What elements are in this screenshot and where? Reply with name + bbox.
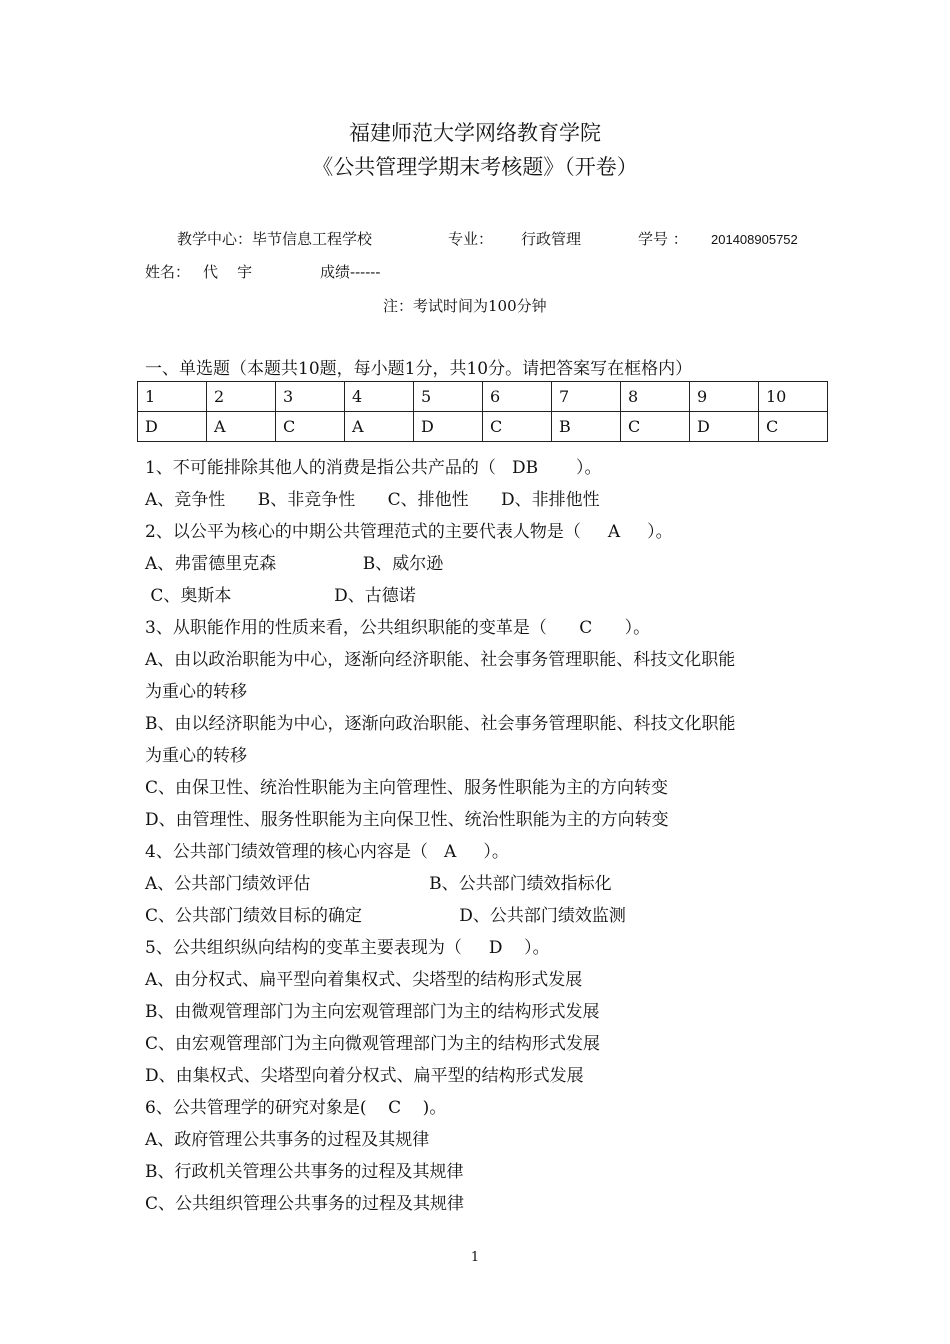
name-value: 代 宇 xyxy=(203,263,253,281)
question-4-stem: 4、公共部门绩效管理的核心内容是（ A ）。 xyxy=(145,842,509,862)
name-label: 姓名： xyxy=(145,263,191,281)
question-5-option-a: A、由分权式、扁平型向着集权式、尖塔型的结构形式发展 xyxy=(145,970,583,990)
answer-cell: C xyxy=(621,412,690,442)
question-3-stem: 3、从职能作用的性质来看，公共组织职能的变革是（ C ）。 xyxy=(145,618,651,638)
document-title: 福建师范大学网络教育学院 xyxy=(349,121,601,145)
question-3-option-c: C、由保卫性、统治性职能为主向管理性、服务性职能为主的方向转变 xyxy=(145,778,669,798)
question-number-cell: 6 xyxy=(483,382,552,412)
question-number-cell: 4 xyxy=(345,382,414,412)
question-number-cell: 8 xyxy=(621,382,690,412)
question-3-option-b-cont: 为重心的转移 xyxy=(145,746,247,766)
question-number-cell: 7 xyxy=(552,382,621,412)
question-3-option-b: B、由以经济职能为中心，逐渐向政治职能、社会事务管理职能、科技文化职能 xyxy=(145,714,736,734)
score-label: 成绩------ xyxy=(320,263,381,281)
answer-cell: A xyxy=(207,412,276,442)
student-id-label: 学号 ： xyxy=(638,230,688,248)
question-4-options-line2: C、公共部门绩效目标的确定 D、公共部门绩效监测 xyxy=(145,906,626,926)
answer-cell: C xyxy=(483,412,552,442)
question-3-option-a: A、由以政治职能为中心，逐渐向经济职能、社会事务管理职能、科技文化职能 xyxy=(145,650,736,670)
question-6-option-c: C、公共组织管理公共事务的过程及其规律 xyxy=(145,1194,465,1214)
student-id-value: 201408905752 xyxy=(711,232,798,247)
answer-cell: D xyxy=(138,412,207,442)
answer-cell: D xyxy=(414,412,483,442)
question-3-option-a-cont: 为重心的转移 xyxy=(145,682,247,702)
answer-table xyxy=(137,381,828,442)
table-row xyxy=(138,412,828,442)
question-number-cell: 2 xyxy=(207,382,276,412)
question-6-stem: 6、公共管理学的研究对象是( C )。 xyxy=(145,1098,447,1118)
question-number-cell: 5 xyxy=(414,382,483,412)
answer-cell: C xyxy=(276,412,345,442)
document-subtitle: 《公共管理学期末考核题》（开卷） xyxy=(312,155,638,179)
question-3-option-d: D、由管理性、服务性职能为主向保卫性、统治性职能为主的方向转变 xyxy=(145,810,669,830)
question-number-cell: 10 xyxy=(759,382,828,412)
table-row xyxy=(138,382,828,412)
answer-cell: A xyxy=(345,412,414,442)
question-2-options-line2: C、奥斯本 D、古德诺 xyxy=(145,586,416,606)
question-2-options-line1: A、弗雷德里克森 B、威尔逊 xyxy=(145,554,444,574)
question-4-options-line1: A、公共部门绩效评估 B、公共部门绩效指标化 xyxy=(145,874,612,894)
question-5-stem: 5、公共组织纵向结构的变革主要表现为（ D ）。 xyxy=(145,938,550,958)
question-5-option-c: C、由宏观管理部门为主向微观管理部门为主的结构形式发展 xyxy=(145,1034,601,1054)
page-number: 1 xyxy=(470,1250,480,1265)
question-number-cell: 1 xyxy=(138,382,207,412)
question-1-options: A、竞争性 B、非竞争性 C、排他性 D、非排他性 xyxy=(145,490,600,510)
question-1-stem: 1、不可能排除其他人的消费是指公共产品的（ DB ）。 xyxy=(145,458,602,478)
exam-time-note: 注：考试时间为100分钟 xyxy=(383,297,547,315)
answer-cell: C xyxy=(759,412,828,442)
question-5-option-b: B、由微观管理部门为主向宏观管理部门为主的结构形式发展 xyxy=(145,1002,600,1022)
question-5-option-d: D、由集权式、尖塔型向着分权式、扁平型的结构形式发展 xyxy=(145,1066,584,1086)
answer-cell: B xyxy=(552,412,621,442)
question-6-option-b: B、行政机关管理公共事务的过程及其规律 xyxy=(145,1162,464,1182)
question-2-stem: 2、以公平为核心的中期公共管理范式的主要代表人物是（ A ）。 xyxy=(145,522,673,542)
section-heading: 一、单选题（本题共10题，每小题1分，共10分。请把答案写在框格内） xyxy=(145,359,693,379)
major-value: 行政管理 xyxy=(521,230,582,248)
answer-cell: D xyxy=(690,412,759,442)
center-label: 教学中心：毕节信息工程学校 xyxy=(177,230,373,248)
question-6-option-a: A、政府管理公共事务的过程及其规律 xyxy=(145,1130,430,1150)
major-label: 专业： xyxy=(448,230,494,248)
question-number-cell: 9 xyxy=(690,382,759,412)
question-number-cell: 3 xyxy=(276,382,345,412)
